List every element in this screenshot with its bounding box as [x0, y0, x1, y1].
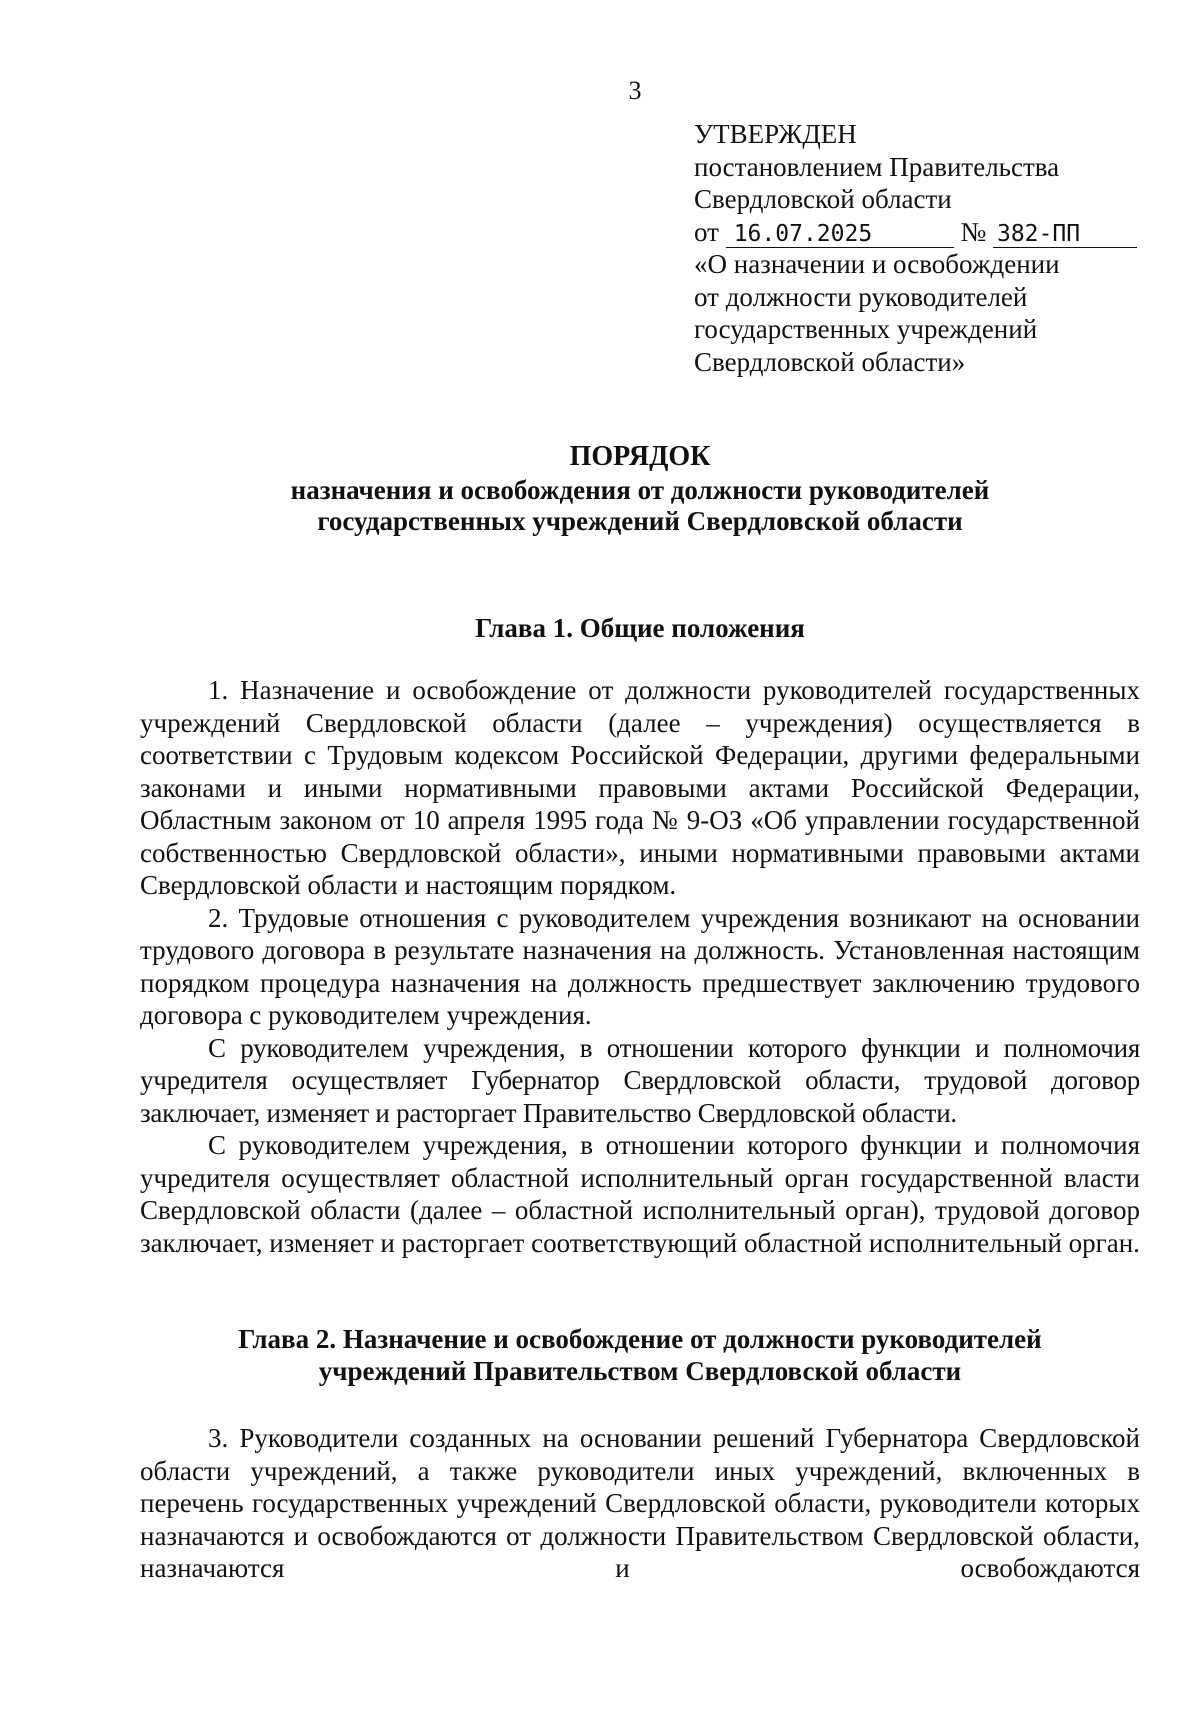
date-prefix: от: [694, 216, 719, 247]
document-heading: [140, 441, 1140, 537]
approval-date-number-line: [694, 216, 1137, 249]
document-title: ПОРЯДОК: [569, 441, 711, 472]
approval-issuer-line: постановлением Правительства: [694, 151, 1060, 182]
document-subtitle-line: назначения и освобождения от должности руководителей: [290, 475, 990, 505]
chapter-2-body: [140, 1422, 1140, 1585]
paragraph: 3. Руководители созданных на основании решений Губернатора Свердловской области учреждений, а также руководители иных учреждений, включенных в перечень государственных учреждений Свердловской области, руководители которых назначаются и освобождаются от должности Правительством Свердловской области, назначаются и освобождаются: [140, 1423, 1140, 1583]
approval-region-line: Свердловской области: [694, 184, 952, 214]
approval-doc-title-line: «О назначении и освобождении: [694, 249, 1060, 279]
chapter-2-title: [140, 1324, 1140, 1387]
chapter-1-body: [140, 674, 1140, 1259]
approval-doc-title-line: от должности руководителей: [694, 281, 1028, 312]
paragraph: С руководителем учреждения, в отношении которого функции и полномочия учредителя осуществляет Губернатор Свердловской области, трудовой договор заключает, изменяет и расторгает Правительство Свердловской области.: [140, 1032, 1140, 1128]
page-number: 3: [628, 76, 642, 105]
number-prefix: №: [960, 216, 987, 247]
approval-date: 16.07.2025: [726, 221, 954, 248]
approval-doc-title-line: Свердловской области»: [694, 346, 966, 377]
approval-doc-title-line: государственных учреждений: [694, 314, 1038, 344]
paragraph: 1. Назначение и освобождение от должности руководителей государственных учреждений Свердловской области (далее – учреждения) осуществляется в соответствии с Трудовым кодексом Российской Федерации, другими федеральными законами и иными нормативными правовыми актами Российской Федерации, Областным законом от 10 апреля 1995 года № 9-ОЗ «Об управлении государственной собственностью Свердловской области», иными нормативными правовыми актами Свердловской области и настоящим порядком.: [140, 675, 1140, 900]
approval-stamp: [694, 118, 1137, 378]
chapter-1-title: Глава 1. Общие положения: [475, 613, 805, 643]
paragraph: С руководителем учреждения, в отношении которого функции и полномочия учредителя осуществляет областной исполнительный орган государственной власти Свердловской области (далее – областной исполнительный орган), трудовой договор заключает, изменяет и расторгает соответствующий областной исполнительный орган.: [140, 1130, 1140, 1258]
approval-title: УТВЕРЖДЕН: [694, 119, 857, 149]
approval-number: 382-ПП: [993, 221, 1137, 248]
chapter-2-title-line: Глава 2. Назначение и освобождение от должности руководителей: [238, 1324, 1042, 1354]
document-subtitle-line: государственных учреждений Свердловской области: [317, 506, 963, 536]
paragraph: 2. Трудовые отношения с руководителем учреждения возникают на основании трудового договора в результате назначения на должность. Установленная настоящим порядком процедура назначения на должность предшествует заключению трудового договора с руководителем учреждения.: [140, 902, 1140, 1030]
chapter-2-title-line: учреждений Правительством Свердловской области: [318, 1355, 962, 1386]
